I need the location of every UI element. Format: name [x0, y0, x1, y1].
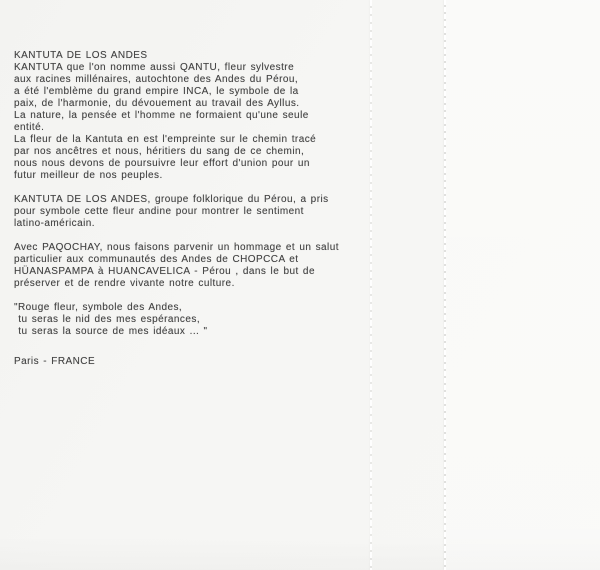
page-right-panel	[446, 0, 600, 570]
text-line: par nos ancêtres et nous, héritiers du sang de ce chemin,	[14, 146, 305, 157]
text-line: Avec PAQOCHAY, nous faisons parvenir un hommage et un salut	[14, 242, 339, 253]
text-line: aux racines millénaires, autochtone des Andes du Pérou,	[14, 74, 299, 85]
text-line: a été l'emblème du grand empire INCA, le symbole de la	[14, 86, 299, 97]
text-line: particulier aux communautés des Andes de CHOPCCA et	[14, 254, 299, 265]
paragraph-group	[14, 194, 374, 230]
text-line: La nature, la pensée et l'homme ne formaient qu'une seule	[14, 110, 309, 121]
text-block	[14, 50, 374, 380]
document-title-line: KANTUTA DE LOS ANDES	[14, 50, 148, 61]
quote-line: "Rouge fleur, symbole des Andes,	[14, 302, 183, 313]
text-line: latino-américain.	[14, 218, 96, 229]
text-line: paix, de l'harmonie, du dévouement au travail des Ayllus.	[14, 98, 300, 109]
text-line: pour symbole cette fleur andine pour montrer le sentiment	[14, 206, 304, 217]
text-line: KANTUTA que l'on nomme aussi QANTU, fleur sylvestre	[14, 62, 295, 73]
fold-crease-outer	[444, 0, 446, 570]
paragraph-intro	[14, 50, 374, 182]
location-line: Paris - FRANCE	[14, 356, 96, 367]
location-block	[14, 356, 374, 368]
text-line: KANTUTA DE LOS ANDES, groupe folklorique du Pérou, a pris	[14, 194, 329, 205]
text-line: HÜANASPAMPA à HUANCAVELICA - Pérou , dans le but de	[14, 266, 315, 277]
quote-line: tu seras le nid des mes espérances,	[14, 314, 201, 325]
text-line: futur meilleur de nos peuples.	[14, 170, 163, 181]
text-line: entité.	[14, 122, 45, 133]
text-line: La fleur de la Kantuta en est l'empreinte sur le chemin tracé	[14, 134, 317, 145]
quote-block	[14, 302, 374, 338]
text-line: nous nous devons de poursuivre leur effort d'union pour un	[14, 158, 310, 169]
paragraph-hommage	[14, 242, 374, 290]
quote-line: tu seras la source de mes idéaux ... "	[14, 326, 208, 337]
text-line: préserver et de rendre vivante notre culture.	[14, 278, 235, 289]
